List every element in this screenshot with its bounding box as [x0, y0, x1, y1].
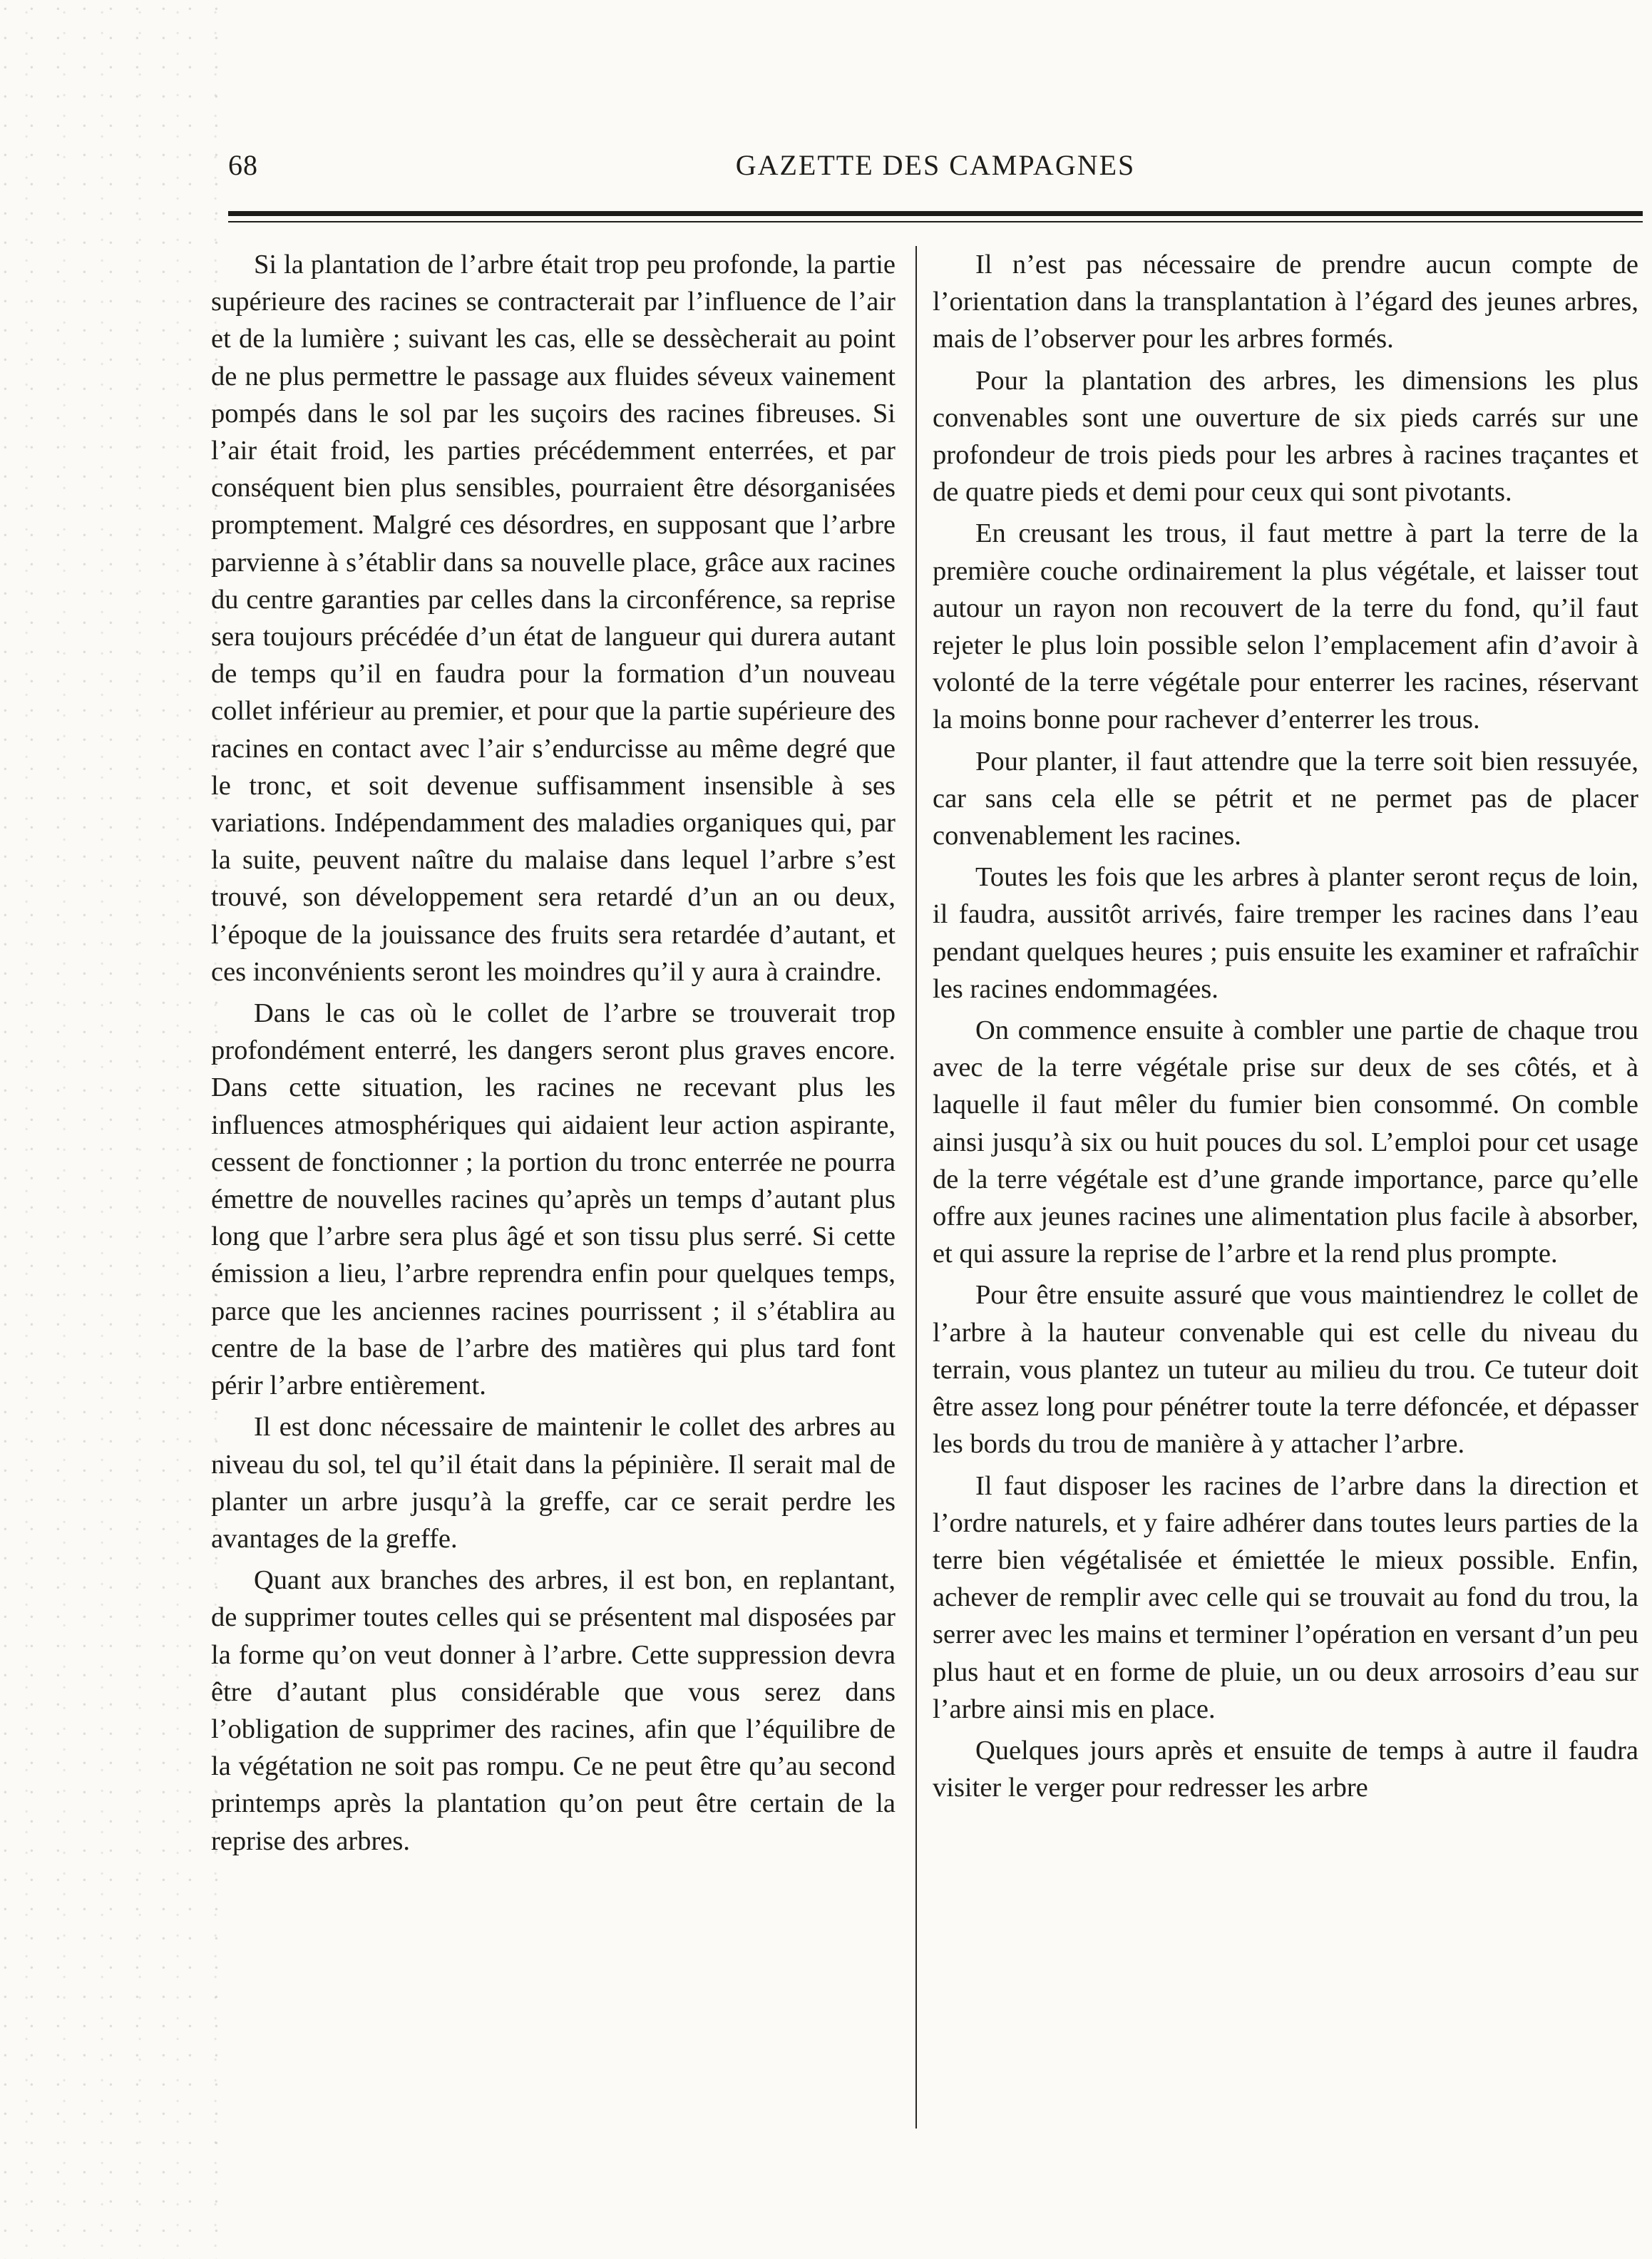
- paragraph: Toutes les fois que les arbres à planter seront reçus de loin, il faudra, aussitôt arrivés, faire tremper les racines dans l’eau pendant quelques heures ; puis ensuite les examiner et rafraîchir les racines endommagées.: [933, 862, 1638, 1004]
- left-column: [211, 246, 896, 1860]
- page-header: [228, 148, 1643, 198]
- column-divider: [915, 246, 917, 2129]
- paragraph: Il est donc nécessaire de maintenir le collet des arbres au niveau du sol, tel qu’il était dans la pépinière. Il serait mal de planter un arbre jusqu’à la greffe, car ce serait perdre les avantages de la greffe.: [211, 1412, 896, 1554]
- paragraph: Pour être ensuite assuré que vous maintiendrez le collet de l’arbre à la hauteur convenable qui est celle du niveau du terrain, vous plantez un tuteur au milieu du trou. Ce tuteur doit être assez long pour pénétrer toute la terre défoncée, et dépasser les bords du trou de manière à y attacher l’arbre.: [933, 1280, 1638, 1460]
- paragraph: Pour planter, il faut attendre que la terre soit bien ressuyée, car sans cela elle se pétrit et ne permet pas de placer convenablement les racines.: [933, 746, 1638, 851]
- paragraph: Il faut disposer les racines de l’arbre dans la direction et l’ordre naturels, et y faire adhérer dans toutes leurs parties de la terre bien végétalisée et émiettée le mieux possible. Enfin, achever de remplir avec celle qui se trouvait au fond du trou, la serrer avec les mains et terminer l’opération en versant d’un peu plus haut et en forme de pluie, un ou deux arrosoirs d’eau sur l’arbre ainsi mis en place.: [933, 1470, 1638, 1724]
- paragraph: Pour la plantation des arbres, les dimensions les plus convenables sont une ouverture de six pieds carrés sur une profondeur de trois pieds pour les arbres à racines traçantes et de quatre pieds et demi pour ceux qui sont pivotants.: [933, 365, 1638, 508]
- page-number: 68: [228, 149, 258, 181]
- paper-speckle: [0, 0, 228, 2259]
- paragraph: Quelques jours après et ensuite de temps à autre il faudra visiter le verger pour redresser les arbre: [933, 1735, 1638, 1803]
- paragraph: Dans le cas où le collet de l’arbre se trouverait trop profondément enterré, les dangers seront plus graves encore. Dans cette situation, les racines ne recevant plus les influences atmosphériques qui aidaient leur action aspirante, cessent de fonctionner ; la portion du tronc enterrée ne pourra émettre de nouvelles racines qu’après un temps d’autant plus long que l’arbre sera plus âgé et son tissu plus serré. Si cette émission a lieu, l’arbre reprendra enfin pour quelques temps, parce que les anciennes racines pourrissent ; il s’établira au centre de la base de l’arbre des matières qui plus tard font périr l’arbre entièrement.: [211, 998, 896, 1401]
- paragraph: On commence ensuite à combler une partie de chaque trou avec de la terre végétale prise sur deux de ses côtés, et à laquelle il faut mêler du fumier bien consommé. On comble ainsi jusqu’à six ou huit pouces du sol. L’emploi pour cet usage de la terre végétale est d’une grande importance, parce qu’elle offre aux jeunes racines une alimentation plus facile à absorber, et qui assure la reprise de l’arbre et la rend plus prompte.: [933, 1015, 1638, 1269]
- header-rule-thin: [228, 221, 1643, 222]
- paragraph: Il n’est pas nécessaire de prendre aucun compte de l’orientation dans la transplantation à l’égard des jeunes arbres, mais de l’observer pour les arbres formés.: [933, 250, 1638, 354]
- header-rule-thick: [228, 211, 1643, 216]
- paragraph: En creusant les trous, il faut mettre à part la terre de la première couche ordinairement la plus végétale, et laisser tout autour un rayon non recouvert de la terre du fond, qu’il faut rejeter le plus loin possible selon l’emplacement afin d’avoir à volonté de la terre végétale pour enterrer les racines, réservant la moins bonne pour rachever d’enterrer les trous.: [933, 518, 1638, 735]
- right-column: [933, 246, 1638, 1806]
- running-title: GAZETTE DES CAMPAGNES: [735, 149, 1136, 181]
- paragraph: Quant aux branches des arbres, il est bon, en replantant, de supprimer toutes celles qui se présentent mal disposées par la forme qu’on veut donner à l’arbre. Cette suppression devra être d’autant plus considérable que vous serez dans l’obligation de supprimer des racines, afin que l’équilibre de la végétation ne soit pas rompu. Ce ne peut être qu’au second printemps après la plantation qu’on peut être certain de la reprise des arbres.: [211, 1565, 896, 1856]
- paragraph: Si la plantation de l’arbre était trop peu profonde, la partie supérieure des racines se contracterait par l’influence de l’air et de la lumière ; suivant les cas, elle se dessècherait au point de ne plus permettre le passage aux fluides séveux vainement pompés dans le sol par les suçoirs des racines fibreuses. Si l’air était froid, les parties précédemment enterrées, et par conséquent bien plus sensibles, pourraient être désorganisées promptement. Malgré ces désordres, en supposant que l’arbre parvienne à s’établir dans sa nouvelle place, grâce aux racines du centre garanties par celles dans la circonférence, sa reprise sera toujours précédée d’un état de langueur qui durera autant de temps qu’il en faudra pour la formation d’un nouveau collet inférieur au premier, et pour que la partie supérieure des racines en contact avec l’air s’endurcisse au même degré que le tronc, et soit devenue suffisamment insensible à ses variations. Indépendamment des maladies organiques qui, par la suite, peuvent naître du malaise dans lequel l’arbre s’est trouvé, son développement sera retardé d’un an ou deux, l’époque de la jouissance des fruits sera retardée d’autant, et ces inconvénients seront les moindres qu’il y aura à craindre.: [211, 250, 896, 987]
